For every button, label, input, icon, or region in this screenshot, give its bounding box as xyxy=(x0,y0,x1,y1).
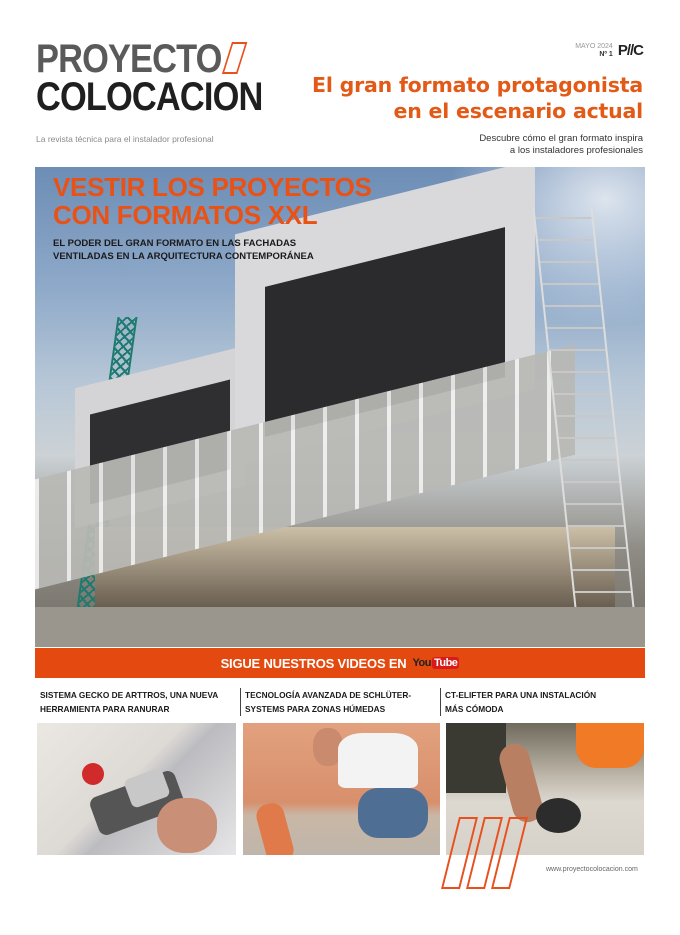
headline-line-1: El gran formato protagonista xyxy=(312,73,643,97)
hand xyxy=(157,798,217,853)
orange-sleeve xyxy=(576,723,644,768)
installer-pants xyxy=(446,723,506,793)
article-3-line-2: MÁS CÓMODA xyxy=(445,704,504,714)
article-image-1[interactable] xyxy=(37,723,236,855)
article-title-1[interactable] xyxy=(40,688,240,716)
youtube-icon xyxy=(412,657,459,669)
subhead-line-1: Descubre cómo el gran formato inspira xyxy=(479,133,643,144)
issue-info xyxy=(575,42,643,59)
youtube-logo-you: You xyxy=(412,657,431,669)
tagline: La revista técnica para el instalador profesional xyxy=(36,134,214,144)
hero-title xyxy=(53,173,372,229)
article-1-line-1: SISTEMA GECKO DE ARTTROS, UNA NUEVA xyxy=(40,690,219,700)
suction-lifter xyxy=(536,798,581,833)
article-title-2[interactable] xyxy=(240,688,440,716)
youtube-banner-label: SIGUE NUESTROS VIDEOS EN xyxy=(220,655,407,671)
installer-jeans xyxy=(358,788,428,838)
logo-mark-icon: P//C xyxy=(617,42,643,59)
article-1-line-2: HERRAMIENTA PARA RANURAR xyxy=(40,704,170,714)
red-disc xyxy=(82,763,104,785)
cover-headline xyxy=(312,72,643,124)
membrane-roll xyxy=(254,800,297,855)
subhead-line-2: a los instaladores profesionales xyxy=(509,144,643,156)
logo xyxy=(36,37,263,119)
article-list xyxy=(40,688,645,716)
installer-shirt xyxy=(338,733,418,788)
article-image-2[interactable] xyxy=(243,723,440,855)
youtube-logo-tube: Tube xyxy=(433,657,458,669)
ground xyxy=(35,607,645,647)
article-title-3[interactable] xyxy=(440,688,640,716)
article-2-line-2: SYSTEMS PARA ZONAS HÚMEDAS xyxy=(245,704,386,714)
issue-date: MAYO 2024 xyxy=(575,42,613,50)
hero-title-line-2: CON FORMATOS XXL xyxy=(53,200,318,230)
slash-icon xyxy=(222,42,247,74)
article-3-line-1: CT-ELIFTER PARA UNA INSTALACIÓN xyxy=(445,690,597,700)
hero-subtitle xyxy=(53,237,314,263)
hero-subtitle-line-1: EL PODER DEL GRAN FORMATO EN LAS FACHADAS xyxy=(53,238,297,249)
logo-line-2: COLOCACION xyxy=(36,75,263,119)
issue-number: Nº 1 xyxy=(599,50,613,58)
cover-subhead xyxy=(479,133,643,156)
hero-subtitle-line-2: VENTILADAS EN LA ARQUITECTURA CONTEMPORÁNEA xyxy=(53,251,314,262)
article-2-line-1: TECNOLOGÍA AVANZADA DE SCHLÜTER- xyxy=(245,690,412,700)
website-link[interactable]: www.proyectocolocacion.com xyxy=(546,866,638,873)
decorative-slashes-icon xyxy=(450,817,519,889)
hero-image[interactable] xyxy=(35,167,645,647)
hero-title-line-1: VESTIR LOS PROYECTOS xyxy=(53,172,372,202)
youtube-banner[interactable] xyxy=(35,648,645,678)
logo-line-1: PROYECTO xyxy=(36,37,222,81)
headline-line-2: en el escenario actual xyxy=(393,99,643,123)
